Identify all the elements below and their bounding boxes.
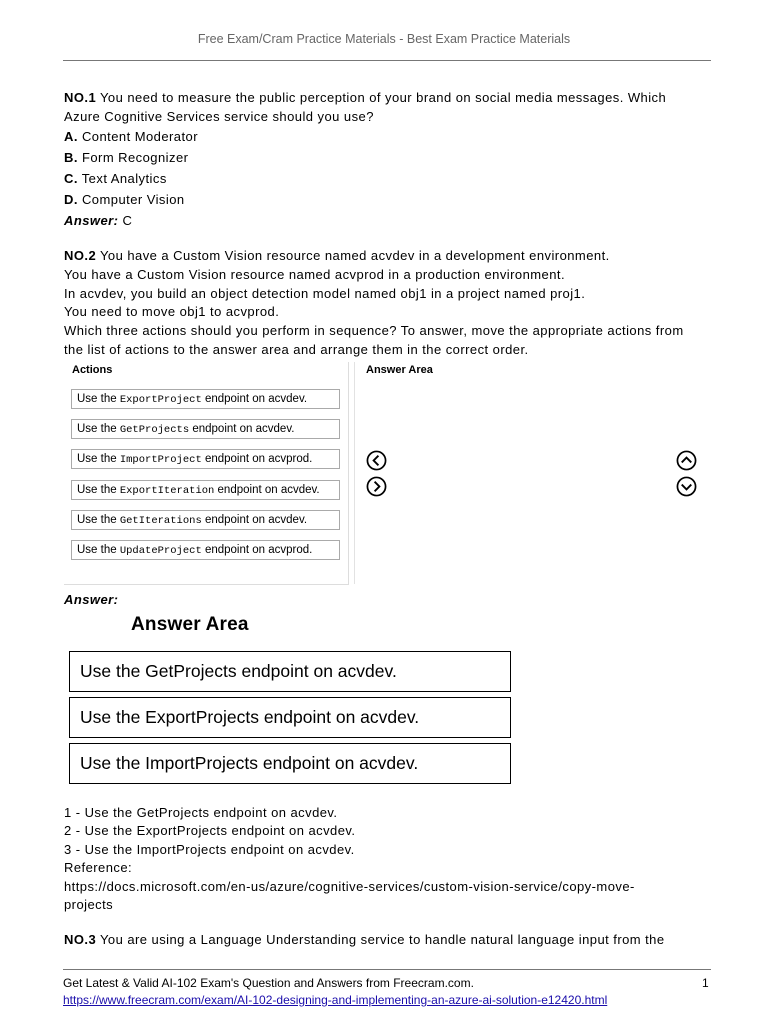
explanation-line-2: 2 - Use the ExportProjects endpoint on acvdev. xyxy=(64,823,356,838)
action-item[interactable]: Use the GetIterations endpoint on acvdev. xyxy=(71,510,340,530)
q3-line1: NO.3 You are using a Language Understanding service to handle natural language input from the xyxy=(64,932,665,947)
reference-label: Reference: xyxy=(64,860,133,875)
action-item[interactable]: Use the UpdateProject endpoint on acvprod. xyxy=(71,540,340,560)
q2-line6: the list of actions to the answer area and arrange them in the correct order. xyxy=(64,342,529,357)
answer-area-title: Answer Area xyxy=(366,364,433,376)
q1-line1 xyxy=(64,88,666,107)
answer-box-3: Use the ImportProjects endpoint on acvdev. xyxy=(69,743,511,784)
footer-link[interactable]: https://www.freecram.com/exam/AI-102-designing-and-implementing-an-azure-ai-solution-e12420.html xyxy=(63,993,608,1007)
reference-url: https://docs.microsoft.com/en-us/azure/cognitive-services/custom-vision-service/copy-move- xyxy=(64,879,635,894)
move-up-icon[interactable] xyxy=(676,450,697,471)
q1-answer: Answer: C xyxy=(64,213,133,228)
q1-option-a: A. Content Moderator xyxy=(64,129,199,144)
q1-option-d: D. Computer Vision xyxy=(64,192,185,207)
page-number: 1 xyxy=(702,976,709,990)
action-item[interactable]: Use the ExportIteration endpoint on acvdev. xyxy=(71,480,340,500)
reference-url-cont: projects xyxy=(64,897,114,912)
move-left-icon[interactable] xyxy=(366,450,387,471)
q2-line3: In acvdev, you build an object detection model named obj1 in a project named proj1. xyxy=(64,286,586,301)
actions-title: Actions xyxy=(72,364,113,376)
answer-box-2: Use the ExportProjects endpoint on acvdev. xyxy=(69,697,511,738)
action-item[interactable]: Use the ExportProject endpoint on acvdev. xyxy=(71,389,340,409)
q1-option-c: C. Text Analytics xyxy=(64,171,167,186)
action-item[interactable]: Use the GetProjects endpoint on acvdev. xyxy=(71,419,340,439)
q3-number: NO.3 xyxy=(64,932,97,947)
q2-line4: You need to move obj1 to acvprod. xyxy=(64,304,280,319)
q1-option-b: B. Form Recognizer xyxy=(64,150,189,165)
diagram-divider xyxy=(354,362,355,584)
answer-box-1: Use the GetProjects endpoint on acvdev. xyxy=(69,651,511,692)
q1-text2: Azure Cognitive Services service should you use? xyxy=(64,109,374,124)
q1-text1: You need to measure the public perception of your brand on social media messages. Which xyxy=(99,90,667,105)
q2-line5: Which three actions should you perform in sequence? To answer, move the appropriate actions from xyxy=(64,323,684,338)
q1-number: NO.1 xyxy=(64,90,97,105)
action-item[interactable]: Use the ImportProject endpoint on acvprod. xyxy=(71,449,340,469)
drag-drop-diagram xyxy=(64,362,712,587)
header-divider xyxy=(63,60,711,61)
q2-line2: You have a Custom Vision resource named acvprod in a production environment. xyxy=(64,267,566,282)
move-right-icon[interactable] xyxy=(366,476,387,497)
footer-divider xyxy=(63,969,711,970)
answer-area-heading: Answer Area xyxy=(131,614,249,635)
explanation-line-1: 1 - Use the GetProjects endpoint on acvdev. xyxy=(64,805,338,820)
q2-answer-label: Answer: xyxy=(64,592,119,607)
q2-number: NO.2 xyxy=(64,248,97,263)
footer-promo: Get Latest & Valid AI-102 Exam's Question and Answers from Freecram.com. xyxy=(63,976,474,990)
explanation-line-3: 3 - Use the ImportProjects endpoint on acvdev. xyxy=(64,842,355,857)
q2-line1: NO.2 You have a Custom Vision resource named acvdev in a development environment. xyxy=(64,248,610,263)
page-header: Free Exam/Cram Practice Materials - Best Exam Practice Materials xyxy=(197,32,571,46)
move-down-icon[interactable] xyxy=(676,476,697,497)
